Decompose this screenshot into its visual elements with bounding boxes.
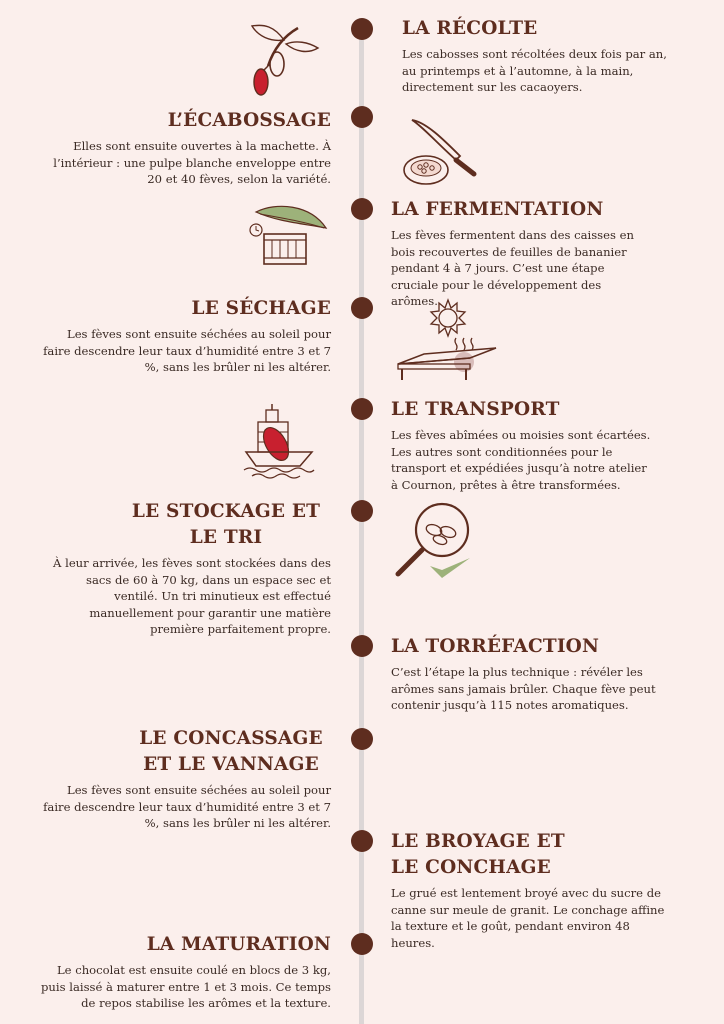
step-title: LA MATURATION: [146, 934, 331, 955]
machete-pod-icon: [400, 114, 484, 190]
timeline-dot: [351, 18, 373, 40]
step-title: LE CONCASSAGE ET LE VANNAGE: [139, 728, 323, 775]
sun-drying-icon: [394, 298, 498, 382]
step-maturation: [41, 932, 331, 1012]
timeline-dot: [351, 728, 373, 750]
step-text: Les fèves abîmées ou moisies sont écartées. Les autres sont conditionnées pour le transport et expédiées jusqu’à notre atelier à Cournon, prêtes à être transformées.: [391, 428, 651, 492]
timeline-dot: [351, 933, 373, 955]
step-concassage-vannage: [41, 726, 331, 832]
step-text: Les fèves sont ensuite séchées au soleil pour faire descendre leur taux d’humidité entre 3 et 7 %, sans les brûler ni les altérer.: [43, 327, 331, 374]
cargo-ship-icon: [242, 404, 316, 480]
timeline-dot: [351, 106, 373, 128]
step-text: Les cabosses sont récoltées deux fois par an, au printemps et à l’automne, à la main, directement sur les cacaoyers.: [402, 47, 667, 94]
timeline-dot: [351, 830, 373, 852]
step-text: Les fèves sont ensuite séchées au soleil pour faire descendre leur taux d’humidité entre 3 et 7 %, sans les brûler ni les altérer.: [43, 783, 331, 830]
step-stockage-tri: [41, 499, 331, 638]
timeline-dot: [351, 398, 373, 420]
step-ecabossage: [41, 108, 331, 188]
step-title: LA RÉCOLTE: [402, 18, 538, 39]
step-torrefaction: [391, 634, 676, 714]
step-text: Le grué est lentement broyé avec du sucre de canne sur meule de granit. Le conchage affine la texture et le goût, pendant environ 48 heures.: [391, 886, 665, 950]
step-title: LE SÉCHAGE: [191, 298, 331, 319]
fermentation-crate-icon: [246, 204, 332, 268]
step-title: LE BROYAGE ET LE CONCHAGE: [391, 831, 565, 878]
step-text: Elles sont ensuite ouvertes à la machette. À l’intérieur : une pulpe blanche enveloppe entre 20 et 40 fèves, selon la variété.: [53, 139, 331, 186]
step-text: À leur arrivée, les fèves sont stockées dans des sacs de 60 à 70 kg, dans un espace sec et ventilé. Un tri minutieux est effectué manuellement pour garantir une matière première parfaitement propre.: [53, 556, 331, 636]
step-transport: [391, 397, 657, 493]
step-text: Le chocolat est ensuite coulé en blocs de 3 kg, puis laissé à maturer entre 1 et 3 mois. Ce temps de repos stabilise les arômes et la texture.: [41, 963, 331, 1010]
step-title: LA FERMENTATION: [391, 199, 604, 220]
magnifier-check-icon: [390, 500, 476, 584]
timeline-dot: [351, 198, 373, 220]
timeline-dot: [351, 500, 373, 522]
step-text: C’est l’étape la plus technique : révéler les arômes sans jamais brûler. Chaque fève peut contenir jusqu’à 115 notes aromatiques.: [391, 665, 656, 712]
step-sechage: [41, 296, 331, 376]
step-title: LE TRANSPORT: [391, 399, 560, 420]
timeline-dot: [351, 635, 373, 657]
step-title: LA TORRÉFACTION: [391, 636, 600, 657]
cacao-branch-icon: [244, 18, 324, 100]
step-recolte: [402, 16, 682, 96]
step-text: Les fèves fermentent dans des caisses en bois recouvertes de feuilles de bananier pendant 4 à 7 jours. C’est une étape cruciale pour le développement des arômes.: [391, 228, 634, 308]
timeline-dot: [351, 297, 373, 319]
step-title: L’ÉCABOSSAGE: [167, 110, 331, 131]
step-broyage-conchage: [391, 829, 666, 951]
step-title: LE STOCKAGE ET LE TRI: [131, 501, 321, 548]
step-fermentation: [391, 197, 651, 310]
